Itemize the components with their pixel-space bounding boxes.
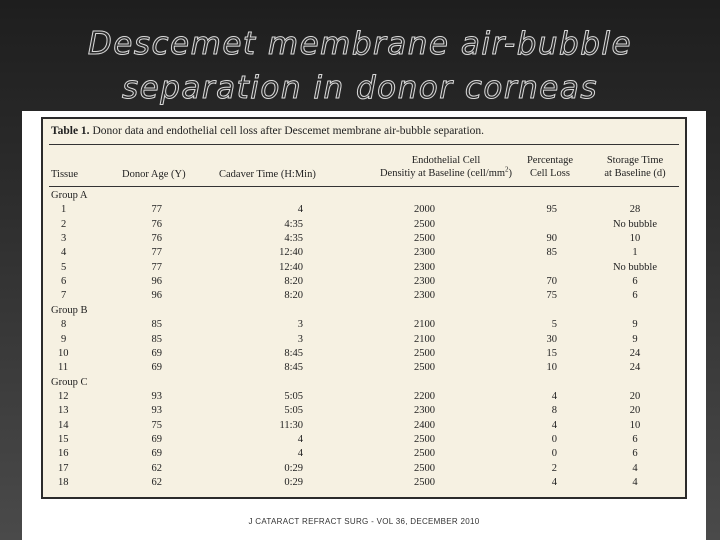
table-row <box>43 419 685 433</box>
cell-cadaver-time: 8:45 <box>284 347 303 359</box>
cell-storage-time: No bubble <box>612 218 658 230</box>
cell-endothelial-density: 2500 <box>414 362 435 374</box>
cell-storage-time: 24 <box>629 347 641 359</box>
cell-cadaver-time: 4 <box>297 433 303 445</box>
cell-endothelial-density: 2500 <box>414 347 435 359</box>
cell-donor-age: 85 <box>151 319 162 331</box>
cell-donor-age: 76 <box>151 218 162 230</box>
cell-percentage-loss: 0 <box>551 433 557 445</box>
header-tissue: Tissue <box>51 169 79 180</box>
cell-cadaver-time: 8:20 <box>284 276 303 288</box>
cell-storage-time: No bubble <box>612 261 658 273</box>
table-row <box>43 333 685 347</box>
cell-storage-time: 6 <box>632 433 638 445</box>
table-row <box>43 261 685 275</box>
cell-percentage-loss: 0 <box>551 448 557 460</box>
group-label: Group C <box>51 376 88 388</box>
cell-donor-age: 69 <box>151 433 162 445</box>
cell-donor-age: 96 <box>151 276 162 288</box>
cell-endothelial-density: 2100 <box>414 333 435 345</box>
cell-tissue: 14 <box>58 419 69 431</box>
cell-cadaver-time: 4 <box>297 448 303 460</box>
header-ecd-line-2 <box>353 167 539 180</box>
group-header-row <box>43 376 685 390</box>
cell-cadaver-time: 11:30 <box>279 419 303 431</box>
cell-endothelial-density: 2300 <box>414 290 435 302</box>
cell-cadaver-time: 3 <box>297 333 303 345</box>
cell-storage-time: 6 <box>632 448 638 460</box>
cell-cadaver-time: 4:35 <box>284 233 303 245</box>
slide-title-line-2: separation in donor corneas <box>122 70 598 106</box>
table-row <box>43 218 685 232</box>
cell-endothelial-density: 2400 <box>414 419 435 431</box>
cell-tissue: 2 <box>61 218 67 230</box>
header-storage-line-1: Storage Time <box>606 155 664 166</box>
cell-cadaver-time: 0:29 <box>284 462 303 474</box>
table-row <box>43 232 685 246</box>
cell-tissue: 4 <box>61 247 67 259</box>
cell-tissue: 3 <box>61 233 67 245</box>
cell-storage-time: 9 <box>632 319 638 331</box>
cell-tissue: 17 <box>58 462 69 474</box>
cell-endothelial-density: 2000 <box>414 204 435 216</box>
cell-tissue: 1 <box>61 204 67 216</box>
table-row <box>43 462 685 476</box>
cell-endothelial-density: 2500 <box>414 218 435 230</box>
cell-tissue: 12 <box>58 390 69 402</box>
cell-storage-time: 20 <box>629 390 641 402</box>
table-row <box>43 404 685 418</box>
header-ecd-superscript: 2 <box>505 165 509 174</box>
cell-percentage-loss: 8 <box>551 405 557 417</box>
cell-storage-time: 10 <box>629 419 641 431</box>
cell-storage-time: 6 <box>632 276 638 288</box>
header-endothelial-density <box>353 154 539 180</box>
cell-tissue: 11 <box>58 362 69 374</box>
cell-endothelial-density: 2300 <box>414 405 435 417</box>
cell-percentage-loss: 15 <box>546 347 557 359</box>
cell-donor-age: 93 <box>151 405 162 417</box>
group-header-row <box>43 304 685 318</box>
cell-cadaver-time: 4 <box>297 204 303 216</box>
table-row <box>43 246 685 260</box>
cell-storage-time: 1 <box>632 247 638 259</box>
table-row <box>43 390 685 404</box>
table-row <box>43 289 685 303</box>
cell-tissue: 15 <box>58 433 69 445</box>
table-caption-text: Donor data and endothelial cell loss after Descemet membrane air-bubble separation. <box>89 125 485 137</box>
data-table <box>41 117 687 499</box>
journal-page <box>22 111 706 540</box>
cell-donor-age: 62 <box>151 462 162 474</box>
cell-percentage-loss: 30 <box>546 333 557 345</box>
cell-cadaver-time: 8:20 <box>284 290 303 302</box>
cell-cadaver-time: 12:40 <box>279 247 303 259</box>
cell-storage-time: 4 <box>632 477 638 488</box>
table-row <box>43 476 685 490</box>
header-pct-line-1: Percentage <box>526 155 574 166</box>
cell-tissue: 6 <box>61 276 67 288</box>
cell-percentage-loss: 90 <box>546 233 557 245</box>
group-label: Group A <box>51 190 88 201</box>
header-ecd-line-1: Endothelial Cell <box>411 155 481 166</box>
cell-percentage-loss: 2 <box>551 462 557 474</box>
cell-storage-time: 20 <box>629 405 641 417</box>
cell-percentage-loss: 70 <box>546 276 557 288</box>
cell-tissue: 5 <box>61 261 67 273</box>
cell-percentage-loss: 95 <box>546 204 557 216</box>
slide-title <box>0 22 720 110</box>
cell-storage-time: 28 <box>629 204 641 216</box>
table-row <box>43 203 685 217</box>
header-percentage-cell-loss <box>515 154 585 180</box>
header-pct-line-2: Cell Loss <box>530 168 570 179</box>
cell-percentage-loss: 10 <box>546 362 557 374</box>
cell-percentage-loss: 4 <box>551 390 557 402</box>
top-rule <box>49 144 679 145</box>
group-header-row <box>43 189 685 203</box>
header-storage-time <box>595 154 675 180</box>
header-ecd-close: ) <box>508 168 513 179</box>
cell-tissue: 8 <box>61 319 67 331</box>
cell-donor-age: 69 <box>151 362 162 374</box>
cell-endothelial-density: 2500 <box>414 477 435 488</box>
cell-endothelial-density: 2500 <box>414 433 435 445</box>
cell-cadaver-time: 0:29 <box>284 477 303 488</box>
cell-storage-time: 6 <box>632 290 638 302</box>
table-row <box>43 318 685 332</box>
table-caption-label: Table 1. <box>51 125 90 137</box>
cell-tissue: 16 <box>58 448 69 460</box>
group-label: Group B <box>51 304 88 316</box>
table-row <box>43 361 685 375</box>
cell-endothelial-density: 2100 <box>414 319 435 331</box>
cell-donor-age: 77 <box>151 261 162 273</box>
cell-donor-age: 85 <box>151 333 162 345</box>
header-ecd-text: Densitiy at Baseline (cell/mm <box>379 168 506 179</box>
cell-donor-age: 77 <box>151 247 162 259</box>
cell-donor-age: 75 <box>151 419 162 431</box>
cell-cadaver-time: 5:05 <box>284 405 303 417</box>
cell-donor-age: 76 <box>151 233 162 245</box>
cell-cadaver-time: 4:35 <box>284 218 303 230</box>
cell-donor-age: 77 <box>151 204 162 216</box>
slide-title-line-1: Descemet membrane air-bubble <box>87 26 633 62</box>
cell-cadaver-time: 3 <box>297 319 303 331</box>
cell-tissue: 10 <box>58 347 69 359</box>
cell-endothelial-density: 2500 <box>414 462 435 474</box>
cell-tissue: 13 <box>58 405 69 417</box>
cell-donor-age: 93 <box>151 390 162 402</box>
cell-donor-age: 69 <box>151 448 162 460</box>
cell-endothelial-density: 2500 <box>414 448 435 460</box>
cell-tissue: 18 <box>58 477 69 488</box>
cell-storage-time: 4 <box>632 462 638 474</box>
cell-percentage-loss: 75 <box>546 290 557 302</box>
cell-donor-age: 69 <box>151 347 162 359</box>
table-row <box>43 447 685 461</box>
header-cadaver-time: Cadaver Time (H:Min) <box>219 169 316 180</box>
cell-storage-time: 10 <box>629 233 641 245</box>
table-row <box>43 433 685 447</box>
cell-cadaver-time: 5:05 <box>284 390 303 402</box>
table-row <box>43 275 685 289</box>
cell-endothelial-density: 2200 <box>414 390 435 402</box>
header-rule <box>49 186 679 187</box>
cell-tissue: 9 <box>61 333 67 345</box>
cell-endothelial-density: 2300 <box>414 261 435 273</box>
cell-percentage-loss: 4 <box>551 419 557 431</box>
cell-percentage-loss: 5 <box>551 319 557 331</box>
cell-storage-time: 9 <box>632 333 638 345</box>
cell-percentage-loss: 4 <box>551 477 557 488</box>
cell-cadaver-time: 8:45 <box>284 362 303 374</box>
header-donor-age: Donor Age (Y) <box>122 169 186 180</box>
cell-percentage-loss: 85 <box>546 247 557 259</box>
cell-cadaver-time: 12:40 <box>279 261 303 273</box>
cell-donor-age: 62 <box>151 477 162 488</box>
journal-footer: J CATARACT REFRACT SURG - VOL 36, DECEMBER 2010 <box>248 517 480 526</box>
cell-endothelial-density: 2300 <box>414 247 435 259</box>
cell-tissue: 7 <box>61 290 67 302</box>
table-caption <box>51 125 484 137</box>
cell-endothelial-density: 2500 <box>414 233 435 245</box>
header-storage-line-2: at Baseline (d) <box>604 168 666 179</box>
cell-storage-time: 24 <box>629 362 641 374</box>
cell-endothelial-density: 2300 <box>414 276 435 288</box>
table-row <box>43 347 685 361</box>
cell-donor-age: 96 <box>151 290 162 302</box>
